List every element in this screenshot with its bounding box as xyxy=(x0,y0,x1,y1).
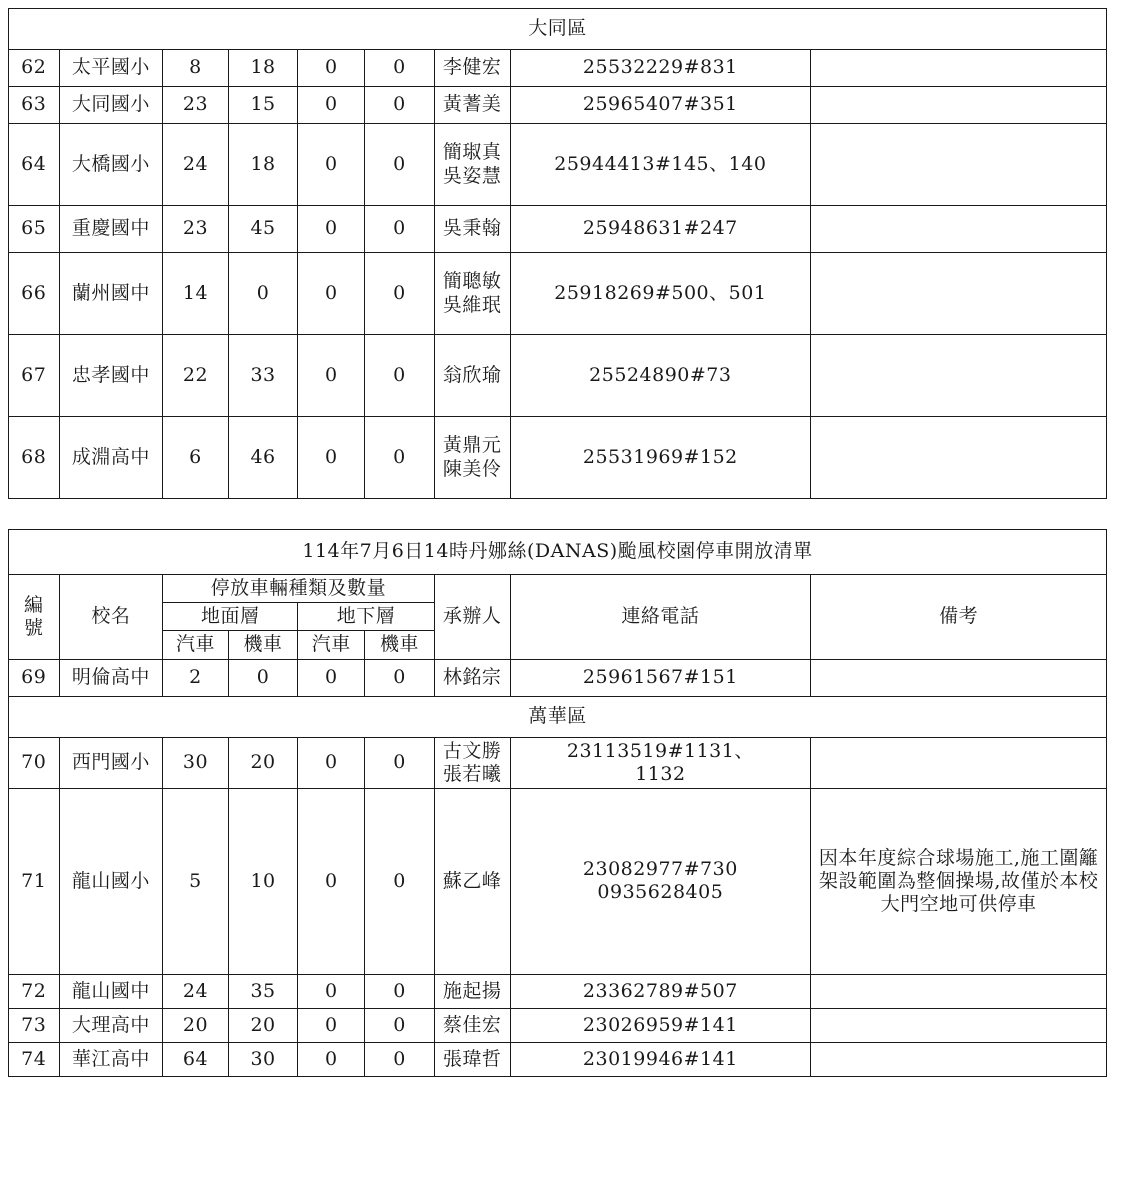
cell-basement-car: 0 xyxy=(298,50,365,87)
cell-ground-moto: 20 xyxy=(228,737,297,788)
cell-contact-phone: 23026959#141 xyxy=(510,1008,811,1042)
cell-contact-phone: 25944413#145、140 xyxy=(510,124,811,206)
cell-remark xyxy=(811,253,1107,335)
parking-table-datong xyxy=(8,8,1107,499)
col-header-ground-car: 汽車 xyxy=(163,631,229,659)
table2-body xyxy=(9,659,1107,1076)
cell-school-name: 龍山國中 xyxy=(59,974,163,1008)
cell-contact-person: 蔡佳宏 xyxy=(434,1008,510,1042)
col-header-no: 編 號 xyxy=(9,575,60,660)
cell-basement-moto: 0 xyxy=(365,974,434,1008)
cell-ground-moto: 10 xyxy=(228,788,297,974)
cell-contact-person: 簡琡真 吳姿慧 xyxy=(434,124,510,206)
cell-school-name: 華江高中 xyxy=(59,1042,163,1076)
cell-basement-moto: 0 xyxy=(365,1008,434,1042)
cell-ground-moto: 15 xyxy=(228,87,297,124)
cell-contact-phone: 25961567#151 xyxy=(510,659,811,696)
cell-no: 68 xyxy=(9,417,60,499)
cell-no: 71 xyxy=(9,788,60,974)
table-spacer xyxy=(8,499,1107,529)
cell-ground-car: 30 xyxy=(163,737,229,788)
table-row xyxy=(9,335,1107,417)
cell-contact-person: 翁欣瑜 xyxy=(434,335,510,417)
table-row xyxy=(9,737,1107,788)
cell-ground-car: 8 xyxy=(163,50,229,87)
cell-remark xyxy=(811,50,1107,87)
cell-remark xyxy=(811,974,1107,1008)
cell-school-name: 西門國小 xyxy=(59,737,163,788)
cell-ground-car: 5 xyxy=(163,788,229,974)
cell-remark xyxy=(811,1042,1107,1076)
cell-contact-person: 吳秉翰 xyxy=(434,206,510,253)
cell-contact-person: 張瑋哲 xyxy=(434,1042,510,1076)
cell-school-name: 明倫高中 xyxy=(59,659,163,696)
cell-basement-car: 0 xyxy=(298,335,365,417)
cell-no: 63 xyxy=(9,87,60,124)
cell-ground-moto: 35 xyxy=(228,974,297,1008)
cell-ground-car: 24 xyxy=(163,974,229,1008)
cell-contact-person: 李健宏 xyxy=(434,50,510,87)
table-row xyxy=(9,974,1107,1008)
cell-contact-phone: 23113519#1131、 1132 xyxy=(510,737,811,788)
cell-no: 74 xyxy=(9,1042,60,1076)
cell-basement-moto: 0 xyxy=(365,206,434,253)
cell-school-name: 龍山國小 xyxy=(59,788,163,974)
table1-body xyxy=(9,9,1107,499)
cell-basement-car: 0 xyxy=(298,737,365,788)
cell-remark xyxy=(811,417,1107,499)
cell-ground-moto: 20 xyxy=(228,1008,297,1042)
cell-remark xyxy=(811,737,1107,788)
table-row xyxy=(9,417,1107,499)
cell-basement-moto: 0 xyxy=(365,253,434,335)
col-header-person: 承辦人 xyxy=(434,575,510,660)
cell-basement-car: 0 xyxy=(298,788,365,974)
col-header-vehicle-group: 停放車輛種類及數量 xyxy=(163,575,435,603)
cell-basement-moto: 0 xyxy=(365,737,434,788)
cell-contact-person: 林銘宗 xyxy=(434,659,510,696)
cell-ground-car: 14 xyxy=(163,253,229,335)
cell-basement-moto: 0 xyxy=(365,124,434,206)
district-row-wanhua xyxy=(9,696,1107,737)
cell-ground-moto: 0 xyxy=(228,253,297,335)
parking-table-wanhua xyxy=(8,529,1107,1077)
cell-contact-phone: 25532229#831 xyxy=(510,50,811,87)
col-header-basement-moto: 機車 xyxy=(365,631,434,659)
cell-no: 66 xyxy=(9,253,60,335)
col-header-remark: 備考 xyxy=(811,575,1107,660)
table2-header-row-1 xyxy=(9,575,1107,603)
col-header-tel: 連絡電話 xyxy=(510,575,811,660)
table-row xyxy=(9,87,1107,124)
table-row xyxy=(9,253,1107,335)
cell-remark xyxy=(811,1008,1107,1042)
col-header-school: 校名 xyxy=(59,575,163,660)
col-header-ground-level: 地面層 xyxy=(163,603,298,631)
cell-no: 70 xyxy=(9,737,60,788)
cell-ground-car: 23 xyxy=(163,206,229,253)
cell-no: 73 xyxy=(9,1008,60,1042)
cell-remark xyxy=(811,87,1107,124)
cell-remark: 因本年度綜合球場施工,施工圍籬架設範圍為整個操場,故僅於本校大門空地可供停車 xyxy=(811,788,1107,974)
table-row xyxy=(9,124,1107,206)
cell-contact-person: 黃蓍美 xyxy=(434,87,510,124)
cell-school-name: 大同國小 xyxy=(59,87,163,124)
table-row xyxy=(9,50,1107,87)
table2-title-row xyxy=(9,530,1107,575)
cell-no: 72 xyxy=(9,974,60,1008)
cell-contact-person: 古文勝 張若曦 xyxy=(434,737,510,788)
cell-no: 64 xyxy=(9,124,60,206)
col-header-ground-moto: 機車 xyxy=(228,631,297,659)
cell-remark xyxy=(811,659,1107,696)
cell-contact-person: 施起揚 xyxy=(434,974,510,1008)
table-row xyxy=(9,1042,1107,1076)
cell-contact-person: 簡聰敏 吳維珉 xyxy=(434,253,510,335)
cell-basement-moto: 0 xyxy=(365,659,434,696)
cell-school-name: 大理高中 xyxy=(59,1008,163,1042)
page-title: 114年7月6日14時丹娜絲(DANAS)颱風校園停車開放清單 xyxy=(9,530,1107,575)
cell-contact-phone: 23082977#730 0935628405 xyxy=(510,788,811,974)
table-row xyxy=(9,206,1107,253)
cell-basement-moto: 0 xyxy=(365,87,434,124)
cell-contact-phone: 23019946#141 xyxy=(510,1042,811,1076)
cell-contact-phone: 25918269#500、501 xyxy=(510,253,811,335)
table-row xyxy=(9,788,1107,974)
cell-basement-car: 0 xyxy=(298,87,365,124)
col-header-basement-car: 汽車 xyxy=(298,631,365,659)
cell-remark xyxy=(811,335,1107,417)
cell-basement-car: 0 xyxy=(298,974,365,1008)
cell-basement-moto: 0 xyxy=(365,788,434,974)
cell-basement-car: 0 xyxy=(298,1008,365,1042)
cell-basement-car: 0 xyxy=(298,206,365,253)
cell-remark xyxy=(811,124,1107,206)
cell-basement-car: 0 xyxy=(298,124,365,206)
cell-school-name: 大橋國小 xyxy=(59,124,163,206)
cell-no: 65 xyxy=(9,206,60,253)
cell-school-name: 太平國小 xyxy=(59,50,163,87)
district-row-datong xyxy=(9,9,1107,50)
cell-basement-moto: 0 xyxy=(365,1042,434,1076)
cell-ground-moto: 45 xyxy=(228,206,297,253)
district-heading-label: 大同區 xyxy=(9,9,1107,50)
cell-ground-moto: 18 xyxy=(228,50,297,87)
cell-contact-person: 黃鼎元 陳美伶 xyxy=(434,417,510,499)
cell-ground-car: 23 xyxy=(163,87,229,124)
cell-ground-moto: 46 xyxy=(228,417,297,499)
cell-remark xyxy=(811,206,1107,253)
district-heading-label: 萬華區 xyxy=(9,696,1107,737)
cell-ground-car: 6 xyxy=(163,417,229,499)
table-row xyxy=(9,659,1107,696)
cell-basement-moto: 0 xyxy=(365,335,434,417)
cell-contact-phone: 23362789#507 xyxy=(510,974,811,1008)
cell-contact-phone: 25531969#152 xyxy=(510,417,811,499)
cell-no: 62 xyxy=(9,50,60,87)
cell-basement-moto: 0 xyxy=(365,417,434,499)
cell-basement-car: 0 xyxy=(298,659,365,696)
cell-basement-moto: 0 xyxy=(365,50,434,87)
cell-school-name: 成淵高中 xyxy=(59,417,163,499)
cell-school-name: 蘭州國中 xyxy=(59,253,163,335)
cell-school-name: 重慶國中 xyxy=(59,206,163,253)
cell-contact-person: 蘇乙峰 xyxy=(434,788,510,974)
cell-ground-car: 22 xyxy=(163,335,229,417)
cell-no: 69 xyxy=(9,659,60,696)
cell-contact-phone: 25524890#73 xyxy=(510,335,811,417)
cell-basement-car: 0 xyxy=(298,253,365,335)
cell-contact-phone: 25948631#247 xyxy=(510,206,811,253)
cell-contact-phone: 25965407#351 xyxy=(510,87,811,124)
cell-ground-moto: 18 xyxy=(228,124,297,206)
cell-ground-moto: 33 xyxy=(228,335,297,417)
cell-basement-car: 0 xyxy=(298,417,365,499)
col-header-basement-level: 地下層 xyxy=(298,603,434,631)
cell-ground-car: 20 xyxy=(163,1008,229,1042)
cell-ground-car: 2 xyxy=(163,659,229,696)
cell-ground-car: 24 xyxy=(163,124,229,206)
cell-basement-car: 0 xyxy=(298,1042,365,1076)
cell-no: 67 xyxy=(9,335,60,417)
cell-school-name: 忠孝國中 xyxy=(59,335,163,417)
table-row xyxy=(9,1008,1107,1042)
cell-ground-moto: 0 xyxy=(228,659,297,696)
cell-ground-moto: 30 xyxy=(228,1042,297,1076)
cell-ground-car: 64 xyxy=(163,1042,229,1076)
